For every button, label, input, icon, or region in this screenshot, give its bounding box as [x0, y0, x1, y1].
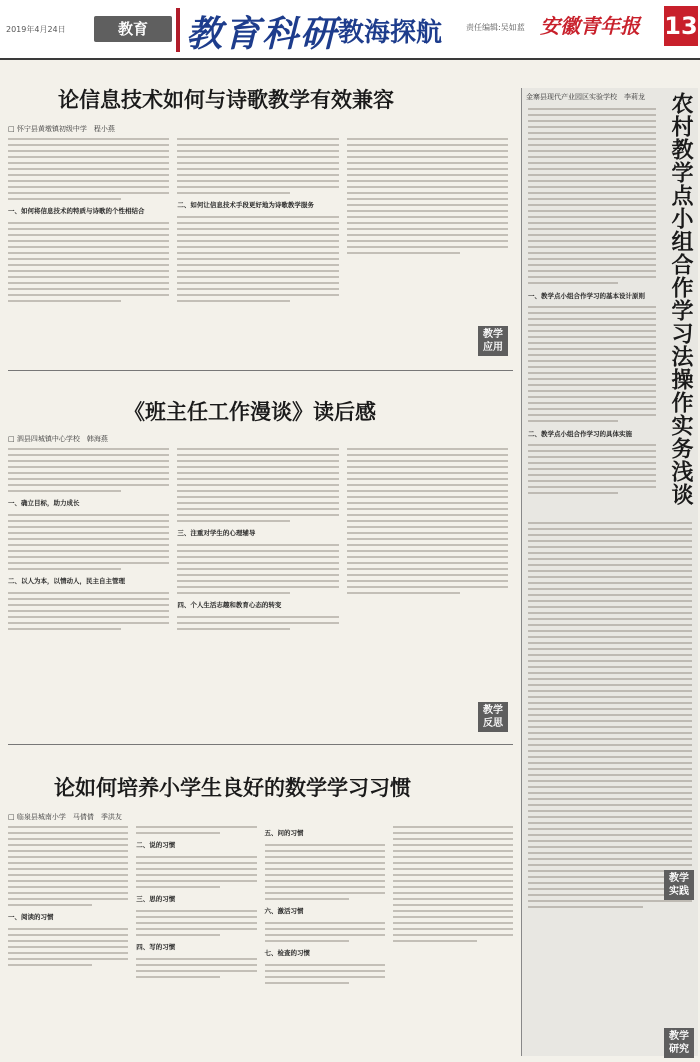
article-1-body	[8, 138, 508, 360]
article-3-subhead-1: 一、阅读的习惯	[8, 913, 54, 921]
sidebar-tag-line-2: 实践	[669, 886, 689, 897]
article-3-col-3	[265, 826, 385, 1056]
article-1-tag-line-1: 教学	[483, 329, 503, 340]
article-2-author: □ 泗县四城镇中心学校 韩海燕	[8, 434, 108, 444]
sidebar-tag	[664, 870, 694, 900]
sidebar-body-top	[528, 108, 656, 494]
issue-date: 2019年4月24日	[6, 25, 66, 34]
header-rule	[0, 58, 700, 60]
article-1-subhead-2: 二、如何让信息技术手段更好地为诗歌教学服务	[177, 201, 314, 209]
article-3-subhead-7: 七、检查的习惯	[264, 949, 310, 957]
article-3-subhead-3: 三、思的习惯	[136, 895, 176, 903]
article-3-col-2	[136, 826, 256, 1056]
page-header	[0, 0, 700, 60]
newspaper-masthead: 安徽青年报	[540, 14, 640, 38]
article-3-tag	[664, 1028, 694, 1058]
sidebar-subhead-2: 二、教学点小组合作学习的具体实施	[528, 430, 632, 438]
article-3-subhead-6: 六、激活习惯	[264, 907, 304, 915]
column-title: 教育科研	[186, 13, 339, 55]
article-divider-2	[8, 744, 513, 745]
sidebar-subhead-1: 一、教学点小组合作学习的基本设计原则	[528, 292, 645, 300]
article-2-subhead-3: 三、注重对学生的心理辅导	[177, 529, 256, 537]
article-2-subhead-4: 四、个人生活志趣和教育心态的转变	[177, 601, 282, 609]
article-1-col-2	[177, 138, 338, 360]
article-1-subhead-1: 一、如何将信息技术的特质与诗歌的个性相结合	[8, 207, 145, 215]
article-2-tag-line-2: 反思	[483, 718, 503, 729]
page-number: 13	[664, 6, 698, 46]
article-2-subhead-1: 一、确立目标，助力成长	[8, 499, 80, 507]
article-3-tag-line-1: 教学	[669, 1031, 689, 1042]
sidebar-body-bottom	[528, 522, 692, 908]
article-1-tag	[478, 326, 508, 356]
article-3-tag-line-2: 研究	[669, 1044, 689, 1055]
article-1-tag-line-2: 应用	[483, 342, 503, 353]
article-2-title[interactable]: 《班主任工作漫谈》读后感	[124, 399, 376, 424]
header-accent-bar	[176, 8, 180, 52]
article-2-tag	[478, 702, 508, 732]
article-3-subhead-4: 四、写的习惯	[136, 943, 176, 951]
article-divider-1	[8, 370, 513, 371]
sidebar-tag-line-1: 教学	[669, 873, 689, 884]
article-3-col-4	[393, 826, 513, 1056]
section-tab[interactable]: 教育	[94, 16, 172, 42]
article-3-subhead-2: 二、说的习惯	[136, 841, 176, 849]
article-1-author: □ 怀宁县黄墩镇初级中学 程小燕	[8, 124, 115, 134]
article-3-body	[8, 826, 513, 1056]
article-3-title[interactable]: 论如何培养小学生良好的数学学习习惯	[54, 775, 411, 800]
column-subtitle: 教海探航	[338, 18, 443, 48]
editor-credit: 责任编辑:吴如蓝	[466, 23, 525, 32]
article-2-col-3	[347, 448, 508, 730]
article-2-col-2	[177, 448, 338, 730]
article-3-col-1	[8, 826, 128, 1056]
sidebar-author: 金寨县现代产业园区实验学校 李莉龙	[526, 93, 645, 101]
article-2-col-1	[8, 448, 169, 730]
article-3-author: □ 临泉县城南小学 马倩倩 季洪友	[8, 812, 122, 822]
article-1-col-1	[8, 138, 169, 360]
article-3-subhead-5: 五、问的习惯	[264, 829, 304, 837]
article-2-body	[8, 448, 508, 730]
sidebar-title[interactable]: 农村教学点小组合作学习法操作实务浅谈	[668, 92, 694, 506]
article-2-subhead-2: 二、以人为本，以情动人，民主自主管理	[8, 577, 125, 585]
article-2-tag-line-1: 教学	[483, 705, 503, 716]
article-1-title[interactable]: 论信息技术如何与诗歌教学有效兼容	[58, 87, 394, 112]
